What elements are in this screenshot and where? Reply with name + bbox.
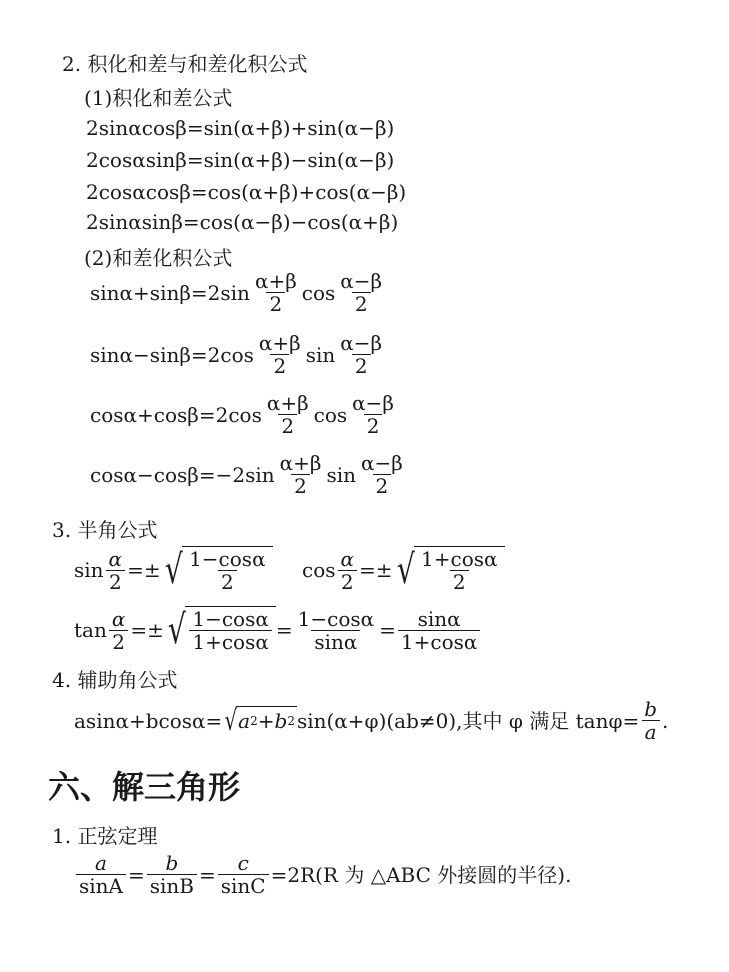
fraction: $\frac{\alpha-\beta}{2}$ [352,391,394,438]
half-angle-cos-formula: cos $\frac{\alpha}{2}$ =± √ $\frac{1+\cos\alpha}{2}$ [302,546,505,594]
section-3-title: 3. 半角公式 [52,518,158,542]
fraction: $\frac{1-\cos\alpha}{1+\cos\alpha}$ [189,608,272,653]
fraction: $\frac{\alpha}{2}$ [109,608,129,653]
fraction: $\frac{\alpha}{2}$ [338,548,358,593]
fraction: $\frac{c}{\sin C}$ [218,852,269,897]
fraction: $\frac{1-\cos\alpha}{\sin\alpha}$ [297,606,375,654]
fraction: $\frac{\alpha+\beta}{2}$ [279,451,322,498]
fraction: $\frac{\alpha}{2}$ [106,548,126,593]
product-to-sum-formula-4: 2sinαsinβ=cos(α−β)−cos(α+β) [86,210,399,234]
sum-to-product-formula-1: sinα+sinβ=2sin $\frac{\alpha+\beta}{2}$ cos $\frac{\alpha-\beta}{2}$ [90,270,387,315]
sum-to-product-formula-2: sinα−sinβ=2cos $\frac{\alpha+\beta}{2}$ sin $\frac{\alpha-\beta}{2}$ [90,332,387,377]
fraction: $\frac{1+\cos\alpha}{2}$ [421,547,498,594]
square-root: √ a 2 + b 2 [224,703,295,737]
fraction: $\frac{\alpha+\beta}{2}$ [258,331,301,378]
fraction: $\frac{\alpha-\beta}{2}$ [340,269,383,316]
fraction: $\frac{\alpha+\beta}{2}$ [254,269,297,316]
chapter-heading: 六、解三角形 [48,768,241,806]
section-2-title: 2. 积化和差与和差化积公式 [62,52,308,76]
law-of-sines-formula: $\frac{a}{\sin A}$ = $\frac{b}{\sin B}$ = $\frac{c}{\sin C}$ =2R(R 为 △ABC 外接圆的半径). [74,852,571,897]
fraction: $\frac{a}{\sin A}$ [76,852,126,897]
sum-to-product-formula-3: cosα+cosβ=2cos $\frac{\alpha+\beta}{2}$ cos $\frac{\alpha-\beta}{2}$ [90,392,399,437]
sum-to-product-formula-4: cosα−cosβ=−2sin $\frac{\alpha+\beta}{2}$ sin $\frac{\alpha-\beta}{2}$ [90,452,408,497]
fraction: $\frac{\alpha+\beta}{2}$ [266,391,309,438]
product-to-sum-formula-1: 2sinαcosβ=sin(α+β)+sin(α−β) [86,116,395,140]
fraction: $\frac{\alpha-\beta}{2}$ [340,331,383,378]
product-to-sum-formula-2: 2cosαsinβ=sin(α+β)−sin(α−β) [86,148,395,172]
fraction: $\frac{\alpha-\beta}{2}$ [361,451,403,498]
fraction: $\frac{1-\cos\alpha}{2}$ [189,547,266,594]
square-root: √ $\frac{1+\cos\alpha}{2}$ [393,546,505,594]
square-root: √ $\frac{1-\cos\alpha}{1+\cos\alpha}$ [164,606,276,654]
fraction: $\frac{\sin\alpha}{1+\cos\alpha}$ [398,608,481,653]
half-angle-sin-formula: sin $\frac{\alpha}{2}$ =± √ $\frac{1-\cos\alpha}{2}$ [74,546,273,594]
product-to-sum-formula-3: 2cosαcosβ=cos(α+β)+cos(α−β) [86,180,407,204]
fraction: $\frac{b}{a}$ [641,698,660,743]
subsection-sum-to-product-title: (2)和差化积公式 [84,246,233,270]
half-angle-tan-formula: tan $\frac{\alpha}{2}$ =± √ $\frac{1-\cos\alpha}{1+\cos\alpha}$ = $\frac{1-\cos\alpha}{\sin\alpha}$ = $\frac{\sin\alpha}{1+\cos\alpha}$ [74,606,482,654]
square-root: √ $\frac{1-\cos\alpha}{2}$ [161,546,273,594]
section-4-title: 4. 辅助角公式 [52,668,178,692]
fraction: $\frac{b}{\sin B}$ [147,852,197,897]
auxiliary-angle-formula: asinα+bcosα= √ a 2 + b 2 sin(α+φ)(ab≠0),其中 φ 满足 tanφ= $\frac{b}{a}$ . [74,697,669,744]
subsection-product-to-sum-title: (1)积化和差公式 [84,86,233,110]
law-of-sines-title: 1. 正弦定理 [52,824,158,848]
